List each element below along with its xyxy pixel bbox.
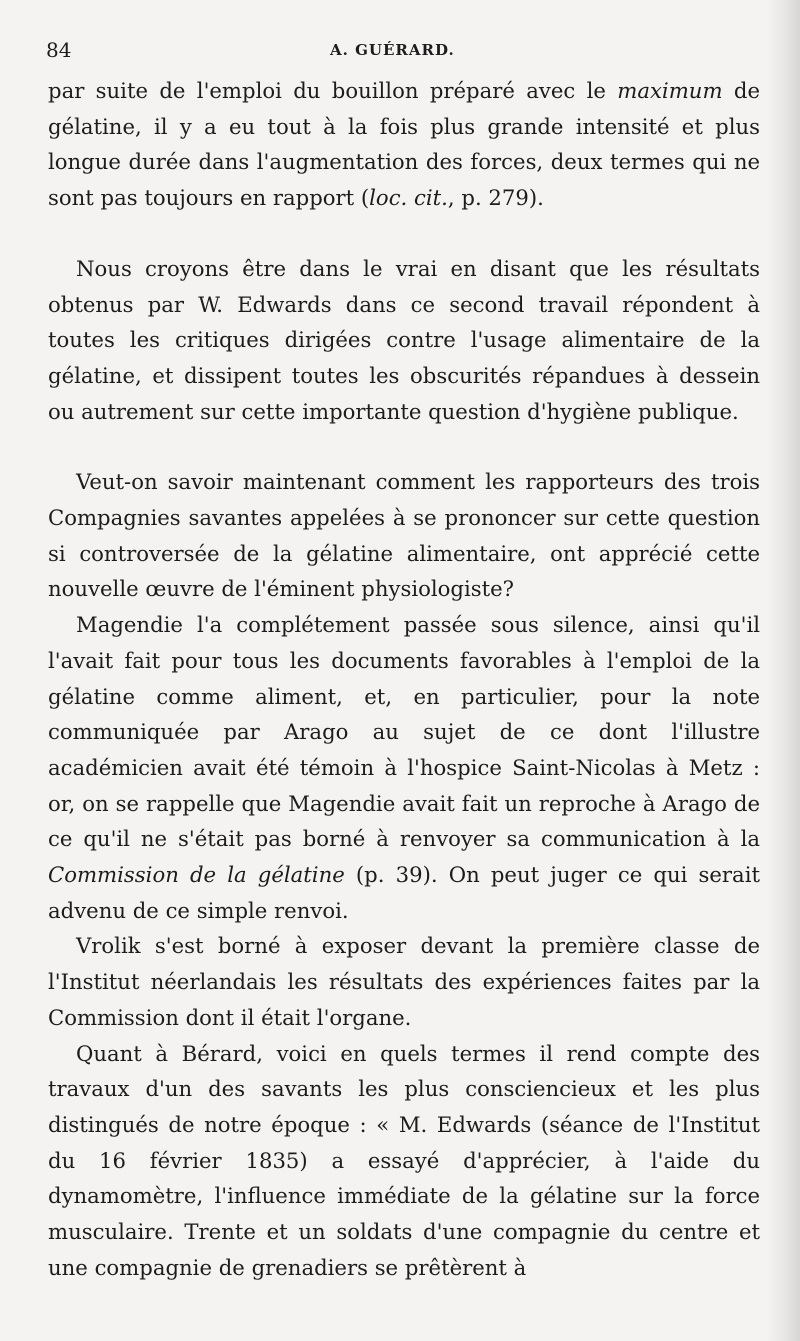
- text-run: , p. 279).: [447, 185, 544, 211]
- paragraph: [48, 607, 760, 928]
- italic-text: maximum: [617, 78, 723, 103]
- paragraph: [48, 251, 760, 430]
- paragraph: [48, 73, 760, 216]
- body-text: [48, 73, 760, 1286]
- italic-text: loc. cit.: [369, 185, 448, 211]
- paragraph: [48, 464, 760, 607]
- text-run: Quant à Bérard, voici en quels termes il rend compte des travaux d'un des savants les plus consciencieux et les plus distingués de notre époque : « M. Edwards (séance de l'Institut du 16 février 1835) a essayé d'apprécier, à l'aide du dynamomètre, l'influence immédiate de la gélatine sur la force musculaire. Trente et un soldats d'une compagnie du centre et une compagnie de grenadiers se prêtèrent à: [48, 1040, 760, 1280]
- paragraph: [48, 1036, 760, 1286]
- page-number: 84: [46, 38, 72, 62]
- text-run: Vrolik s'est borné à exposer devant la première classe de l'Institut néerlandais les résultats des expériences faites par la Commission dont il était l'organe.: [48, 933, 760, 1030]
- paragraph: [48, 928, 760, 1035]
- text-run: (p. 39). On peut juger ce qui serait advenu de ce simple renvoi.: [48, 862, 760, 923]
- text-run: Nous croyons être dans le vrai en disant que les résultats obtenus par W. Edwards dans ce second travail répondent à toutes les critiques dirigées contre l'usage alimentaire de la gélatine, et dissipent toutes les obscurités répandues à dessein ou autrement sur cette importante question d'hygiène publique.: [48, 255, 760, 424]
- page-header: [46, 38, 566, 62]
- text-run: par suite de l'emploi du bouillon préparé avec le: [48, 78, 618, 103]
- text-run: Veut-on savoir maintenant comment les rapporteurs des trois Compagnies savantes appelées à se prononcer sur cette question si controversée de la gélatine alimentaire, ont apprécié cette nouvelle œuvre de l'éminent physiologiste?: [48, 469, 760, 602]
- running-head: A. GUÉRARD.: [330, 41, 455, 59]
- text-run: de gélatine, il y a eu tout à la fois plus grande intensité et plus longue durée dans l'augmentation des forces, deux termes qui ne sont pas toujours en rapport (: [48, 78, 760, 211]
- italic-text: Commission de la gélatine: [48, 862, 345, 888]
- text-run: Magendie l'a complétement passée sous silence, ainsi qu'il l'avait fait pour tous les documents favorables à l'emploi de la gélatine comme aliment, et, en particulier, pour la note communiquée par Arago au sujet de ce dont l'illustre académicien avait été témoin à l'hospice Saint-Nicolas à Metz : or, on se rappelle que Magendie avait fait un reproche à Arago de ce qu'il ne s'était pas borné à renvoyer sa communication à la: [48, 612, 760, 852]
